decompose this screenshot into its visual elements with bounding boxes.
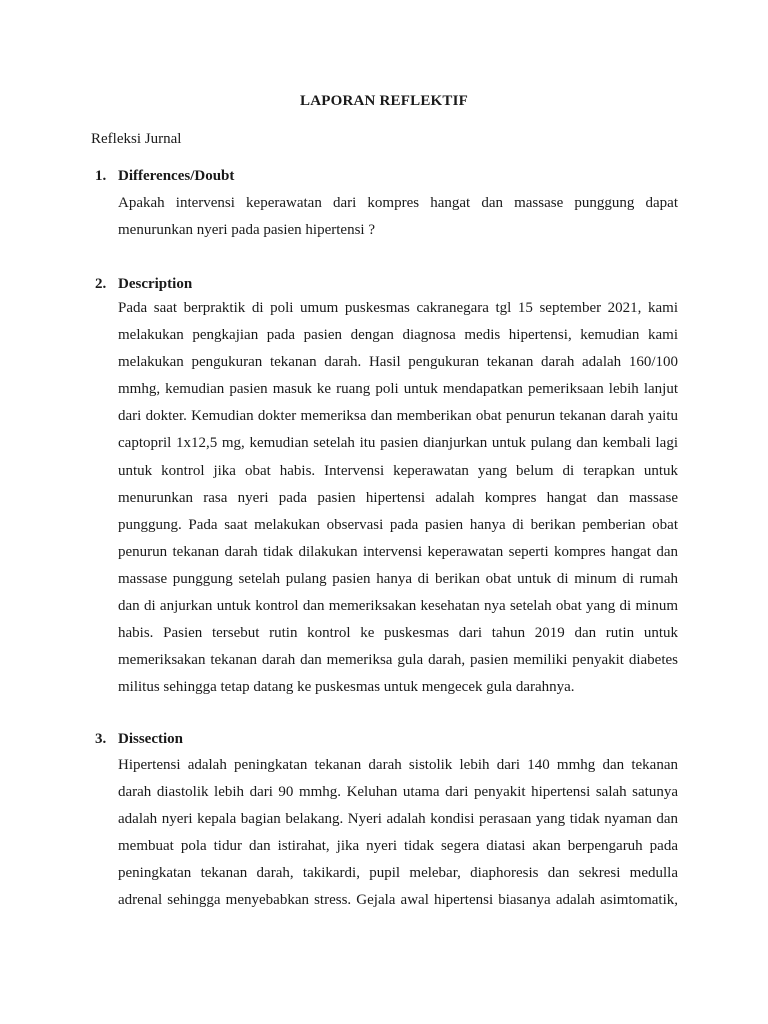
text-line: habis. Pasien tersebut rutin kontrol ke puskesmas dari tahun 2019 dan rutin untuk: [118, 625, 678, 642]
text-line: militus sehingga tetap datang ke puskesmas untuk mengecek gula darahnya.: [118, 679, 575, 696]
text-line: dan di anjurkan untuk kontrol dan memeriksakan kesehatan nya setelah obat yang di minum: [118, 598, 678, 615]
text-line: mmhg, kemudian pasien masuk ke ruang poli untuk mendapatkan pemeriksaan lebih lanjut: [118, 381, 678, 398]
section-title: Description: [118, 276, 193, 292]
section-title: Differences/Doubt: [118, 168, 235, 184]
text-line: menurunkan nyeri pada pasien hipertensi ?: [118, 222, 375, 239]
section-heading: [95, 276, 192, 293]
text-line: adrenal sehingga menyebabkan stress. Gejala awal hipertensi biasanya adalah asimtomatik,: [118, 892, 678, 909]
text-line: captopril 1x12,5 mg, kemudian setelah itu pasien dianjurkan untuk pulang dan kembali lagi: [118, 435, 678, 452]
text-line: Pada saat berpraktik di poli umum puskesmas cakranegara tgl 15 september 2021, kami: [118, 300, 678, 316]
text-line: membuat pola tidur dan istirahat, jika nyeri tidak segera diatasi akan berpengaruh pada: [118, 838, 678, 855]
text-line: punggung. Pada saat melakukan observasi pada pasien hanya di berikan pemberian obat: [118, 516, 678, 533]
text-line: untuk kontrol jika obat habis. Intervensi keperawatan yang belum di terapkan untuk: [118, 462, 678, 479]
section-heading: [95, 168, 234, 185]
section-number: 2.: [95, 276, 107, 292]
document-title: LAPORAN REFLEKTIF: [300, 93, 468, 109]
document-subtitle: Refleksi Jurnal: [91, 131, 182, 147]
text-line: menurunkan rasa nyeri pada pasien hipertensi adalah kompres hangat dan massase: [118, 489, 678, 506]
section-heading: [95, 731, 183, 748]
section-body: [118, 752, 678, 915]
section-body: [118, 295, 678, 701]
text-line: Hipertensi adalah peningkatan tekanan darah sistolik lebih dari 140 mmhg dan tekanan: [118, 757, 678, 773]
section-body: [118, 190, 678, 244]
text-line: melakukan pengukuran tekanan darah. Hasil pengukuran tekanan darah adalah 160/100: [118, 354, 678, 371]
text-line: memeriksakan tekanan darah dan memeriksa gula darah, pasien memiliki penyakit diabetes: [118, 652, 678, 669]
text-line: Apakah intervensi keperawatan dari kompres hangat dan massase punggung dapat: [118, 195, 678, 211]
text-line: darah diastolik lebih dari 90 mmhg. Keluhan utama dari penyakit hipertensi salah satunya: [118, 784, 678, 801]
section-number: 1.: [95, 168, 107, 184]
text-line: massase punggung setelah pulang pasien hanya di berikan obat untuk di minum di rumah: [118, 570, 678, 587]
text-line: adalah nyeri kepala bagian belakang. Nyeri adalah kondisi perasaan yang tidak nyaman dan: [118, 811, 678, 828]
text-line: penurun tekanan darah tidak dilakukan intervensi keperawatan seperti kompres hangat dan: [118, 543, 678, 560]
text-line: melakukan pengkajian pada pasien dengan diagnosa medis hipertensi, kemudian kami: [118, 327, 678, 344]
section-title: Dissection: [118, 731, 183, 747]
text-line: dari dokter. Kemudian dokter memeriksa dan memberikan obat penurun tekanan darah yaitu: [118, 408, 678, 425]
text-line: peningkatan tekanan darah, takikardi, pupil melebar, diaphoresis dan sekresi medulla: [118, 865, 678, 882]
section-number: 3.: [95, 731, 107, 747]
